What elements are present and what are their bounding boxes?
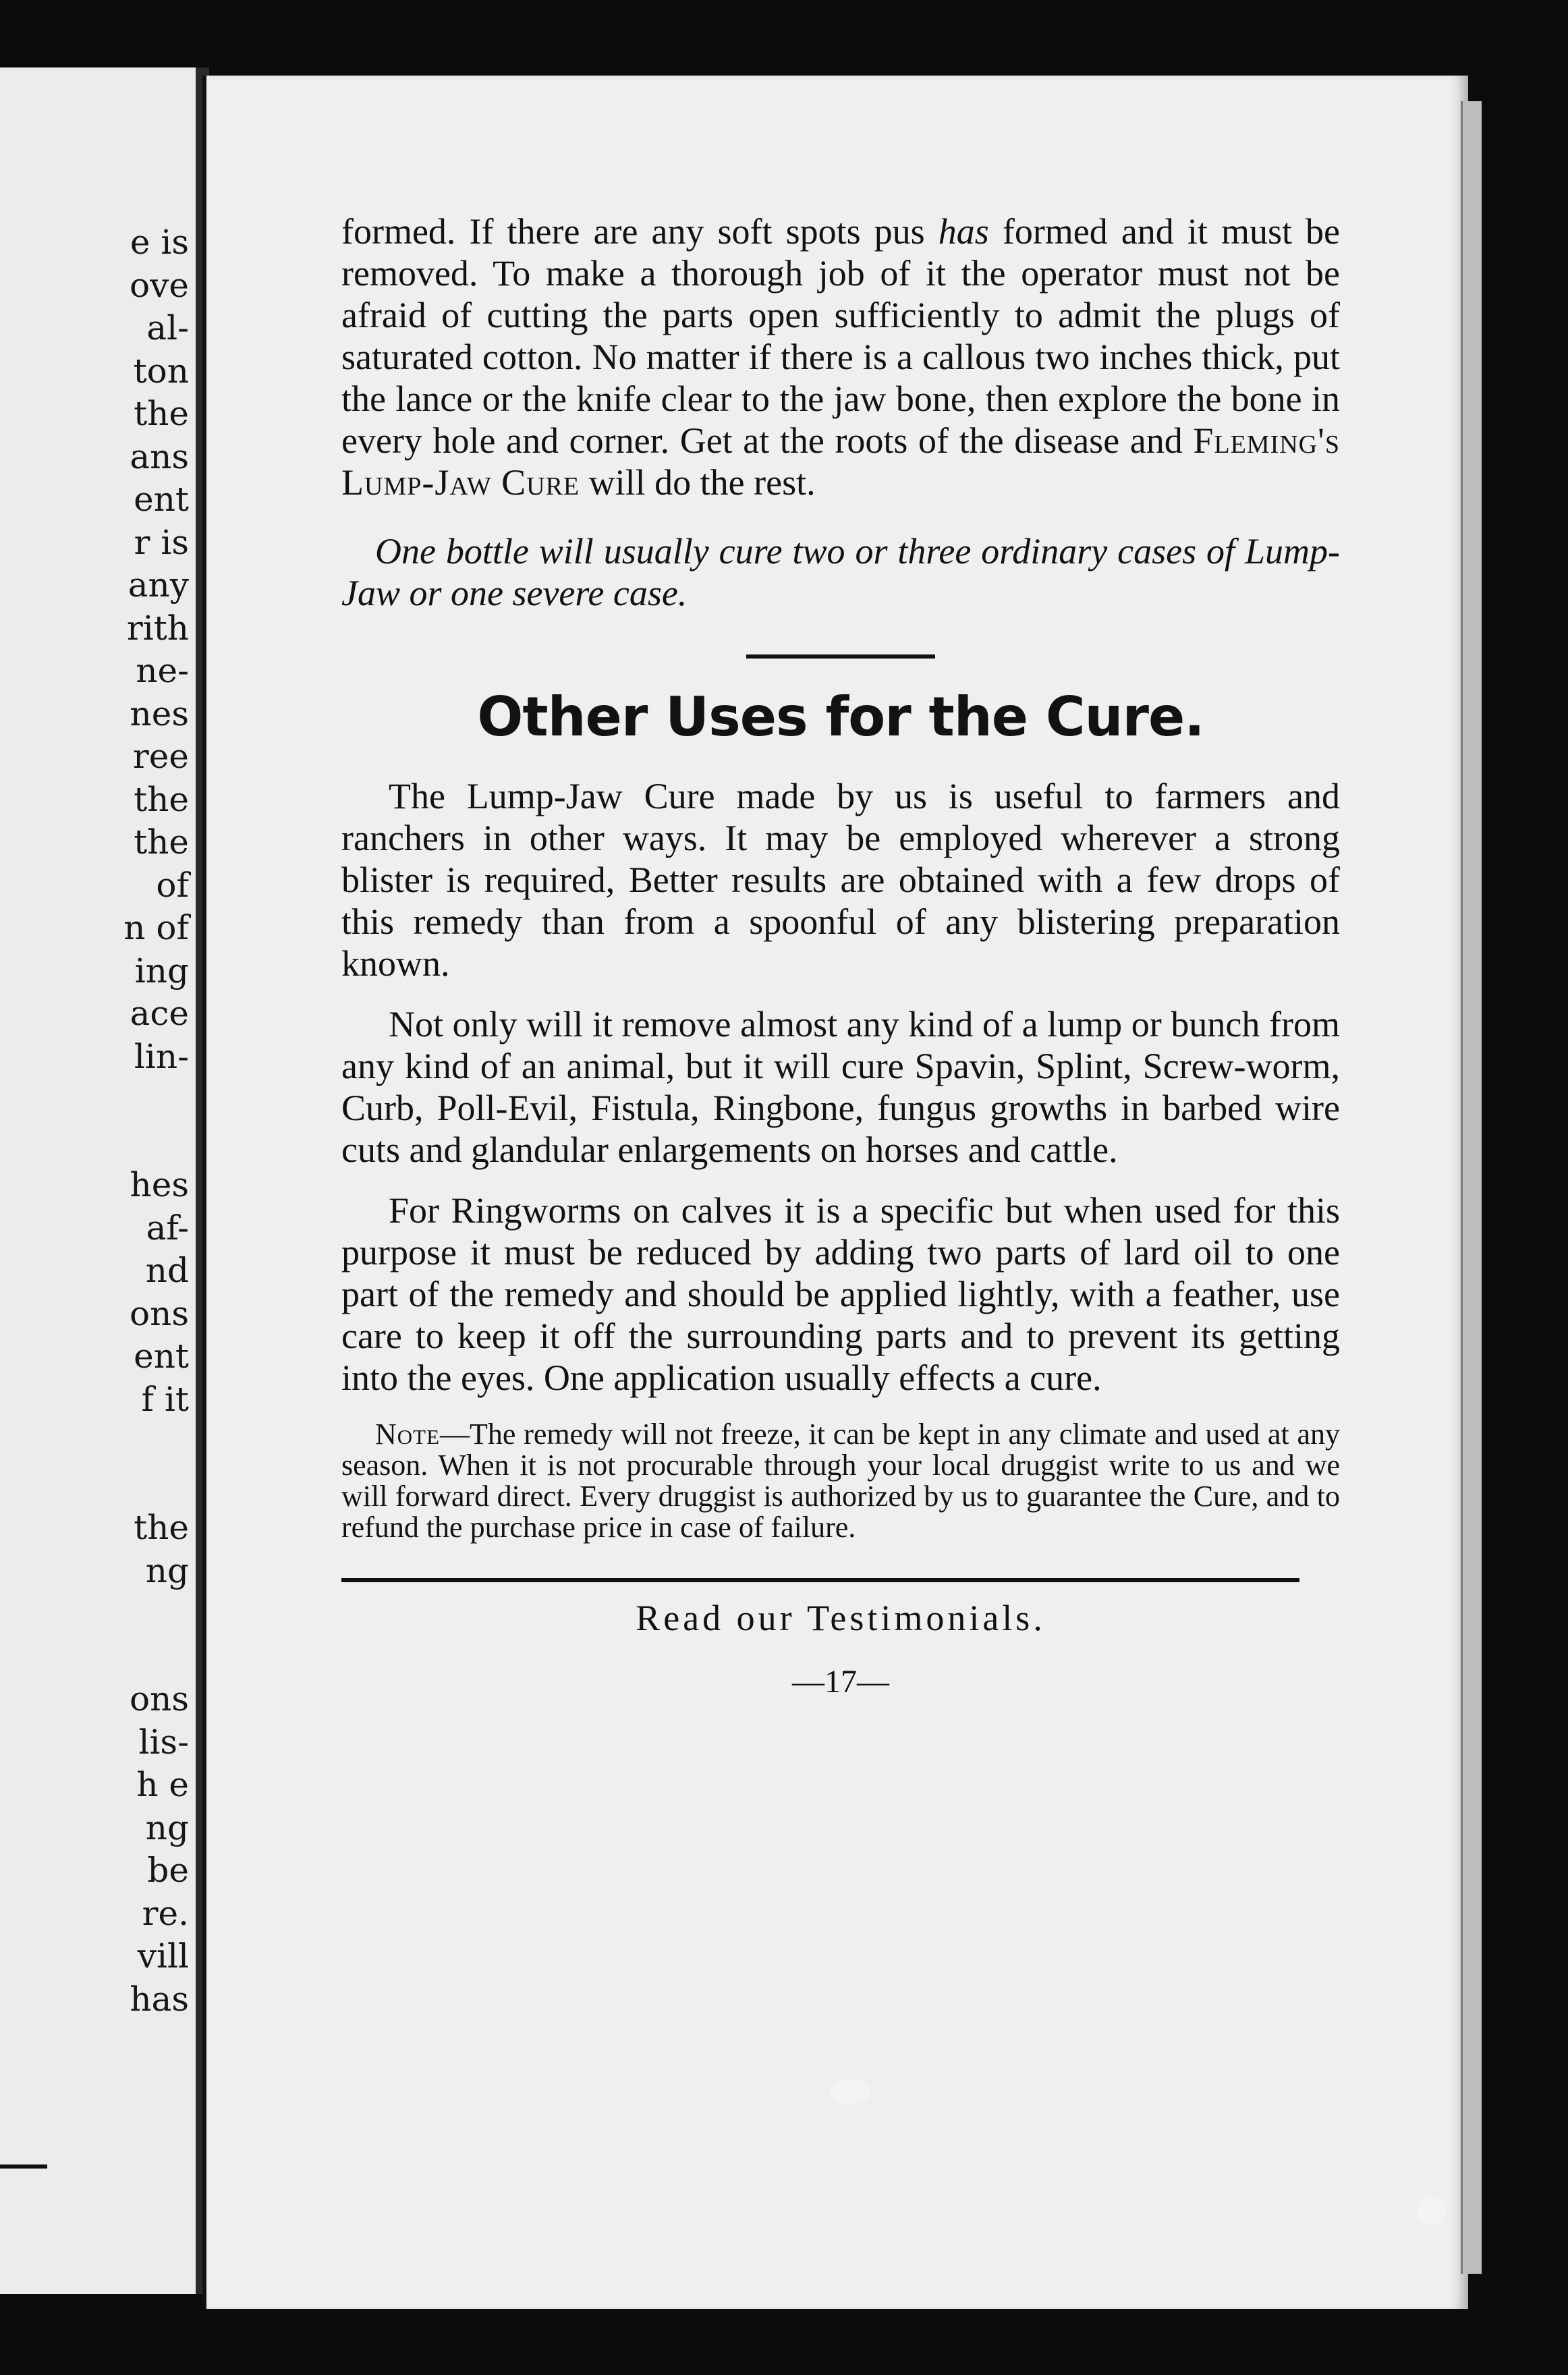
italic-paragraph: One bottle will usually cure two or three ordinary cases of Lump-Jaw or one severe case. bbox=[341, 531, 1340, 613]
product-name: Fleming's Lump-Jaw Cure bbox=[341, 420, 1340, 503]
body-paragraph-1: The Lump-Jaw Cure made by us is useful to farmers and ranchers in other ways. It may be employed wherever a strong blister is required, Better results are obtained with a few drops of this remedy than from a spoonful of any blistering preparation known. bbox=[341, 776, 1340, 984]
body-paragraph-3: For Ringworms on calves it is a specific but when used for this purpose it must be reduced by adding two parts of lard oil to one part of the remedy and should be applied lightly, with a feather, use care to keep it off the surrounding parts and to prevent its getting into the eyes. One application usually effects a cure. bbox=[341, 1190, 1340, 1398]
left-fragment-line: ree bbox=[132, 737, 189, 776]
left-fragment-line: lis- bbox=[138, 1722, 189, 1762]
page-edge bbox=[1461, 101, 1482, 2274]
left-fragment-line: any bbox=[128, 565, 189, 605]
left-fragment-line bbox=[27, 1421, 189, 1464]
left-page-text-fragments bbox=[27, 221, 189, 2021]
left-fragment-line: re. bbox=[142, 1893, 189, 1933]
testimonials-text: Read our Testimonials. bbox=[636, 1598, 1046, 1638]
left-fragment-line: nes bbox=[130, 694, 189, 733]
left-fragment-line: n of bbox=[123, 908, 189, 947]
left-fragment-line: the bbox=[134, 779, 189, 819]
page-content bbox=[341, 211, 1340, 1700]
section-heading: Other Uses for the Cure. bbox=[477, 686, 1204, 748]
left-fragment-line: rith bbox=[126, 608, 189, 648]
opening-text-1: formed. If there are any soft spots pus bbox=[341, 211, 939, 252]
left-fragment-line: al- bbox=[146, 308, 189, 347]
section-divider bbox=[746, 654, 935, 659]
left-page bbox=[0, 67, 200, 2294]
left-fragment-line: ne- bbox=[136, 651, 189, 690]
left-fragment-line: hes bbox=[130, 1165, 189, 1204]
left-fragment-line bbox=[27, 1592, 189, 1636]
left-fragment-line: ent bbox=[134, 1337, 189, 1376]
left-fragment-line: nd bbox=[145, 1251, 189, 1290]
left-fragment-line bbox=[27, 1121, 189, 1165]
opening-text-italic: has bbox=[938, 211, 989, 252]
left-fragment-line: h e bbox=[136, 1765, 189, 1804]
left-fragment-line: ton bbox=[133, 351, 189, 391]
left-fragment-line: the bbox=[134, 394, 189, 433]
opening-text-3: will do the rest. bbox=[580, 462, 816, 503]
left-fragment-line: r is bbox=[134, 522, 189, 562]
left-fragment-line: ng bbox=[145, 1808, 189, 1847]
opening-paragraph bbox=[341, 211, 1340, 503]
left-fragment-line: f it bbox=[141, 1379, 189, 1419]
right-page bbox=[202, 76, 1468, 2309]
left-page-rule bbox=[0, 2164, 47, 2169]
left-fragment-line bbox=[27, 1078, 189, 1121]
page-number: —17— bbox=[792, 1664, 889, 1700]
left-fragment-line: the bbox=[134, 1508, 189, 1547]
note-text: —The remedy will not freeze, it can be kept in any climate and used at any season. When it is not procurable through your local druggist write to us and we will forward direct. Every druggist is authorized by us to guarantee the Cure, and to refund the purchase price in case of failure. bbox=[341, 1418, 1340, 1544]
left-fragment-line bbox=[27, 1636, 189, 1679]
left-fragment-line: ove bbox=[130, 265, 189, 305]
left-fragment-line: lin- bbox=[134, 1036, 189, 1076]
left-fragment-line: ans bbox=[130, 437, 189, 476]
opening-text-2: formed and it must be removed. To make a thorough job of it the operator must not be afraid of cutting the parts open sufficiently to admit the plugs of saturated cotton. No matter if there is a callous two inches thick, put the lance or the knife clear to the jaw bone, then explore the bone in every hole and corner. Get at the roots of the disease and bbox=[341, 211, 1340, 461]
left-fragment-line: vill bbox=[137, 1936, 189, 1976]
scan-fleck bbox=[830, 2079, 870, 2104]
left-fragment-line: ing bbox=[134, 951, 189, 990]
left-fragment-line: ent bbox=[134, 480, 189, 519]
left-fragment-line: ng bbox=[145, 1550, 189, 1590]
left-fragment-line: has bbox=[130, 1979, 189, 2019]
left-fragment-line: ace bbox=[130, 994, 189, 1033]
left-fragment-line: be bbox=[147, 1851, 189, 1890]
body-paragraph-2: Not only will it remove almost any kind of a lump or bunch from any kind of an animal, but it will cure Spavin, Splint, Screw-worm, Curb, Poll-Evil, Fistula, Ringbone, fungus growths in barbed wire cuts and glandular enlargements on horses and cattle. bbox=[341, 1004, 1340, 1170]
left-fragment-line: the bbox=[134, 822, 189, 862]
left-fragment-line: ons bbox=[130, 1293, 189, 1333]
left-fragment-line bbox=[27, 1464, 189, 1507]
left-fragment-line: of bbox=[156, 865, 189, 905]
left-fragment-line: af- bbox=[146, 1208, 189, 1248]
footer-rule bbox=[341, 1578, 1299, 1582]
left-fragment-line: e is bbox=[130, 223, 189, 262]
left-fragment-line: ons bbox=[130, 1679, 189, 1719]
note-label: Note bbox=[375, 1418, 441, 1451]
scan-fleck bbox=[1417, 2196, 1445, 2225]
note-paragraph bbox=[341, 1419, 1340, 1543]
